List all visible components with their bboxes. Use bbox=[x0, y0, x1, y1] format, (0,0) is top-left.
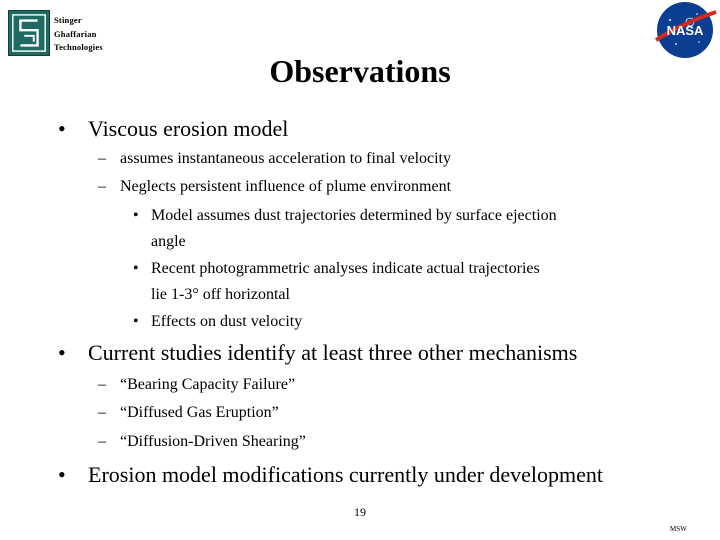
nasa-logo-wordmark: NASA bbox=[666, 23, 704, 38]
company-logo-line-1: Stinger bbox=[54, 15, 82, 25]
author-initials: MSW bbox=[670, 525, 687, 533]
sub-sub-bullet-item bbox=[133, 309, 673, 335]
bullet-item bbox=[58, 115, 288, 143]
bullet-glyph: • bbox=[58, 462, 66, 487]
bullet-glyph: • bbox=[133, 313, 139, 330]
sub-bullet-item bbox=[98, 149, 451, 169]
sub-bullet-text: “Diffusion-Driven Shearing” bbox=[120, 433, 306, 450]
sub-bullet-item bbox=[98, 432, 306, 452]
sub-sub-bullet-item bbox=[133, 203, 673, 255]
sub-sub-bullet-item bbox=[133, 256, 673, 308]
slide-title: Observations bbox=[269, 53, 451, 89]
company-logo-line-3: Technologies bbox=[54, 42, 103, 52]
bullet-glyph: • bbox=[133, 207, 139, 224]
company-logo-line-2: Ghaffarian bbox=[54, 28, 97, 39]
dash-glyph: – bbox=[98, 433, 106, 450]
company-logo-mark bbox=[8, 10, 50, 56]
bullet-text: Viscous erosion model bbox=[88, 116, 289, 141]
sub-bullet-item bbox=[98, 177, 451, 197]
bullet-text: Current studies identify at least three other mechanisms bbox=[88, 340, 578, 365]
sub-sub-bullet-line: lie 1-3° off horizontal bbox=[151, 286, 290, 303]
bullet-glyph: • bbox=[133, 260, 139, 277]
sub-sub-bullet-line: Effects on dust velocity bbox=[151, 313, 303, 330]
sub-bullet-text: Neglects persistent influence of plume environment bbox=[120, 178, 452, 195]
sub-sub-bullet-line: Model assumes dust trajectories determined by surface ejection bbox=[151, 207, 557, 224]
sub-bullet-item bbox=[98, 403, 279, 423]
bullet-glyph: • bbox=[58, 116, 66, 141]
dash-glyph: – bbox=[98, 404, 106, 421]
sub-bullet-text: assumes instantaneous acceleration to final velocity bbox=[120, 150, 451, 167]
sub-bullet-text: “Diffused Gas Eruption” bbox=[120, 404, 279, 421]
sub-bullet-item bbox=[98, 375, 295, 395]
sub-sub-bullet-line: angle bbox=[151, 233, 186, 250]
bullet-text: Erosion model modifications currently under development bbox=[88, 462, 604, 487]
bullet-item bbox=[58, 339, 577, 367]
sub-sub-bullet-line: Recent photogrammetric analyses indicate actual trajectories bbox=[151, 260, 540, 277]
page-number: 19 bbox=[354, 505, 366, 519]
dash-glyph: – bbox=[98, 150, 106, 167]
bullet-item bbox=[58, 461, 603, 489]
bullet-glyph: • bbox=[58, 340, 66, 365]
sub-bullet-text: “Bearing Capacity Failure” bbox=[120, 376, 296, 393]
company-logo-wordmark bbox=[54, 14, 103, 55]
dash-glyph: – bbox=[98, 178, 106, 195]
dash-glyph: – bbox=[98, 376, 106, 393]
